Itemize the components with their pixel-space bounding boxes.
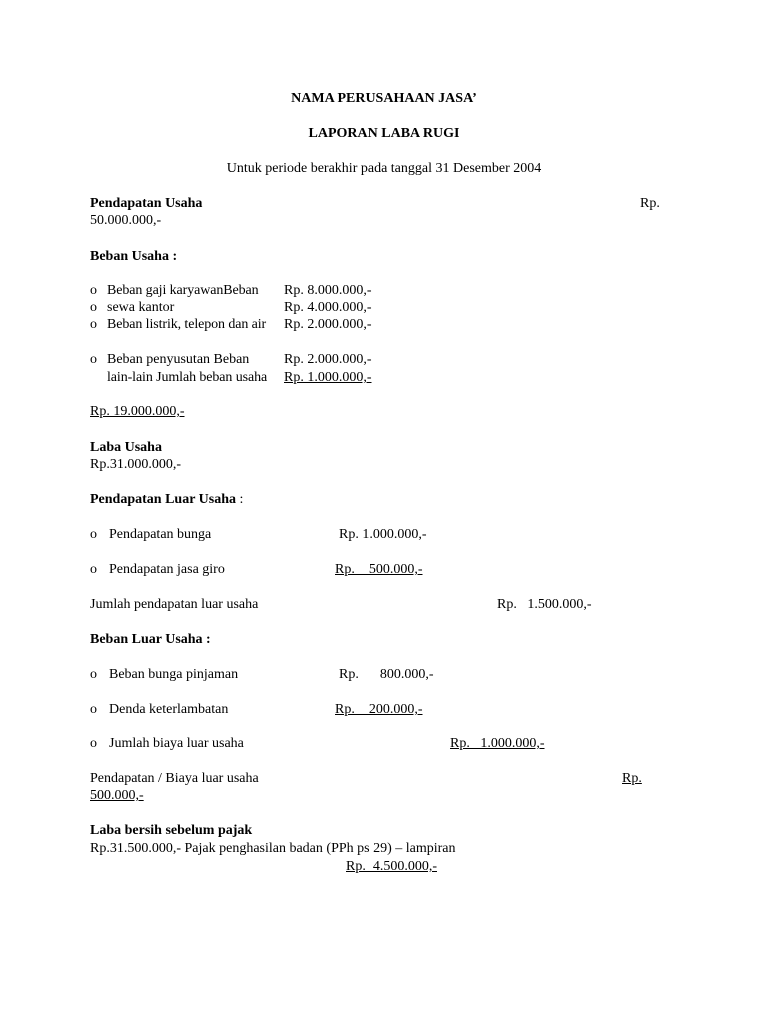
- pendapatan-usaha-label: Pendapatan Usaha: [90, 196, 203, 211]
- report-title: LAPORAN LABA RUGI: [308, 126, 460, 141]
- list-item-label: Beban listrik, telepon dan air: [107, 317, 267, 332]
- bullet: o: [90, 702, 97, 717]
- list-item-amount: Rp. 8.000.000,-: [284, 283, 372, 298]
- pajak-amount: Rp. 4.500.000,-: [346, 859, 437, 874]
- list-item-amount: Rp. 1.000.000,-: [339, 527, 427, 542]
- pendapatan-luar-usaha-total-label: Jumlah pendapatan luar usaha: [90, 597, 259, 612]
- pendapatan-usaha-currency: Rp.: [640, 196, 660, 211]
- pendapatan-usaha-amount: 50.000.000,-: [90, 213, 162, 228]
- bullet: o: [90, 667, 97, 682]
- list-item-label: Pendapatan jasa giro: [109, 562, 225, 577]
- list-item-label: Pendapatan bunga: [109, 527, 212, 542]
- list-item-label: sewa kantor: [107, 300, 175, 315]
- bullet: o: [90, 283, 97, 298]
- list-item-label: Denda keterlambatan: [109, 702, 229, 717]
- beban-luar-usaha-heading: Beban Luar Usaha :: [90, 632, 211, 647]
- pendapatan-biaya-luar-usaha-amount: 500.000,-: [90, 788, 144, 803]
- list-item-amount: Rp. 1.000.000,-: [450, 736, 545, 751]
- pendapatan-luar-usaha-total-amount: Rp. 1.500.000,-: [497, 597, 592, 612]
- list-item-amount: Rp. 2.000.000,-: [284, 352, 372, 367]
- continuation-label: lain-lain Jumlah beban usaha: [107, 370, 268, 385]
- bullet: o: [90, 352, 97, 367]
- laba-bersih-label: Laba bersih sebelum pajak: [90, 823, 253, 838]
- report-period: Untuk periode berakhir pada tanggal 31 Desember 2004: [226, 161, 542, 176]
- company-name: NAMA PERUSAHAAN JASA’: [291, 91, 477, 106]
- bullet: o: [90, 317, 97, 332]
- bullet: o: [90, 736, 97, 751]
- beban-usaha-heading: Beban Usaha :: [90, 249, 178, 264]
- heading-suffix: :: [236, 492, 244, 507]
- heading-text: Pendapatan Luar Usaha: [90, 492, 237, 507]
- pendapatan-biaya-luar-usaha-currency: Rp.: [622, 771, 642, 786]
- laba-bersih-line: Rp.31.500.000,- Pajak penghasilan badan (PPh ps 29) – lampiran: [90, 841, 456, 856]
- laba-usaha-amount: Rp.31.000.000,-: [90, 457, 181, 472]
- pendapatan-luar-usaha-heading: [90, 491, 243, 508]
- list-item-amount: Rp. 200.000,-: [335, 702, 423, 717]
- pendapatan-biaya-luar-usaha-label: Pendapatan / Biaya luar usaha: [90, 771, 259, 786]
- beban-usaha-total: Rp. 19.000.000,-: [90, 404, 185, 419]
- bullet: o: [90, 300, 97, 315]
- list-item-label: Beban bunga pinjaman: [109, 667, 239, 682]
- list-item-amount: Rp. 2.000.000,-: [284, 317, 372, 332]
- list-item-label: Jumlah biaya luar usaha: [109, 736, 244, 751]
- list-item-amount: Rp. 800.000,-: [339, 667, 434, 682]
- list-item-amount: Rp. 500.000,-: [335, 562, 423, 577]
- list-item-label: Beban penyusutan Beban: [107, 352, 250, 367]
- bullet: o: [90, 562, 97, 577]
- bullet: o: [90, 527, 97, 542]
- list-item-label: Beban gaji karyawanBeban: [107, 283, 259, 298]
- continuation-amount: Rp. 1.000.000,-: [284, 370, 372, 385]
- list-item-amount: Rp. 4.000.000,-: [284, 300, 372, 315]
- laba-usaha-label: Laba Usaha: [90, 440, 162, 455]
